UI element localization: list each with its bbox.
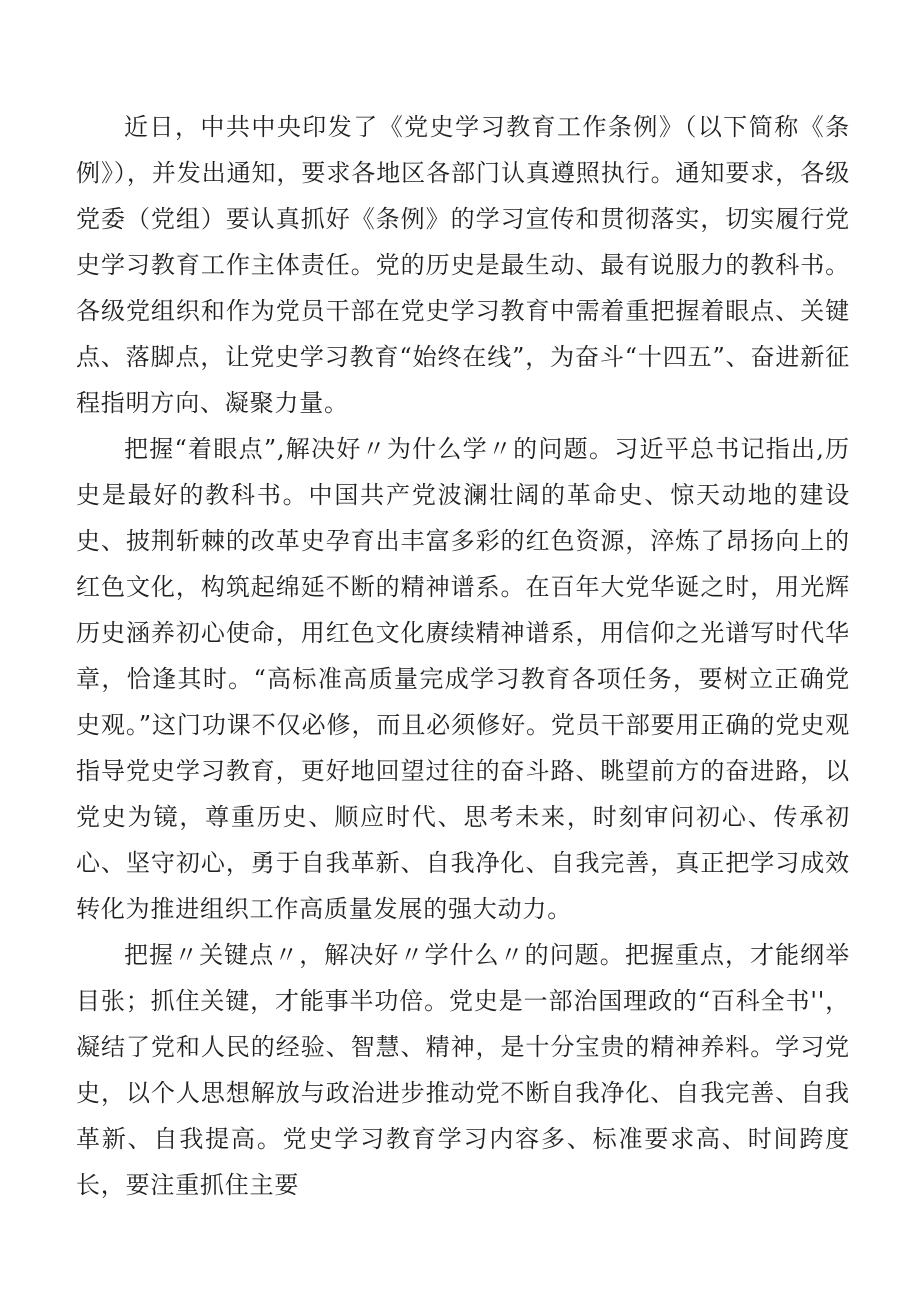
- paragraph-key-point: 把握〃关键点〃，解决好〃学什么〃的问题。把握重点，才能纲举目张；抓住关键，才能事半功倍。党史是一部治国理政的“百科全书''，凝结了党和人民的经验、智慧、精神，是十分宝贵的精神养料。学习党史，以个人思想解放与政治进步推动党不断自我净化、自我完善、自我革新、自我提高。党史学习教育学习内容多、标准要求高、时间跨度长，要注重抓住主要: [76, 941, 850, 1199]
- paragraph-focus-point: 把握“着眼点”,解决好〃为什么学〃的问题。习近平总书记指出,历史是最好的教科书。中国共产党波澜壮阔的革命史、惊天动地的建设史、披荆斩棘的改革史孕育出丰富多彩的红色资源，淬炼了昂扬向上的红色文化，构筑起绵延不断的精神谱系。在百年大党华诞之时，用光辉历史涵养初心使命，用红色文化赓续精神谱系，用信仰之光谱写时代华章，恰逢其时。“高标准高质量完成学习教育各项任务，要树立正确党史观。”这门功课不仅必修，而且必须修好。党员干部要用正确的党史观指导党史学习教育，更好地回望过往的奋斗路、眺望前方的奋进路，以党史为镜，尊重历史、顺应时代、思考未来，时刻审问初心、传承初心、坚守初心，勇于自我革新、自我净化、自我完善，真正把学习成效转化为推进组织工作高质量发展的强大动力。: [76, 435, 850, 923]
- paragraph-intro: 近日，中共中央印发了《党史学习教育工作条例》（以下简称《条例》），并发出通知，要求各地区各部门认真遵照执行。通知要求，各级党委（党组）要认真抓好《条例》的学习宣传和贯彻落实，切实履行党史学习教育工作主体责任。党的历史是最生动、最有说服力的教科书。各级党组织和作为党员干部在党史学习教育中需着重把握着眼点、关键点、落脚点，让党史学习教育“始终在线”，为奋斗“十四五”、奋进新征程指明方向、凝聚力量。: [76, 113, 850, 417]
- document-body: [76, 104, 850, 1208]
